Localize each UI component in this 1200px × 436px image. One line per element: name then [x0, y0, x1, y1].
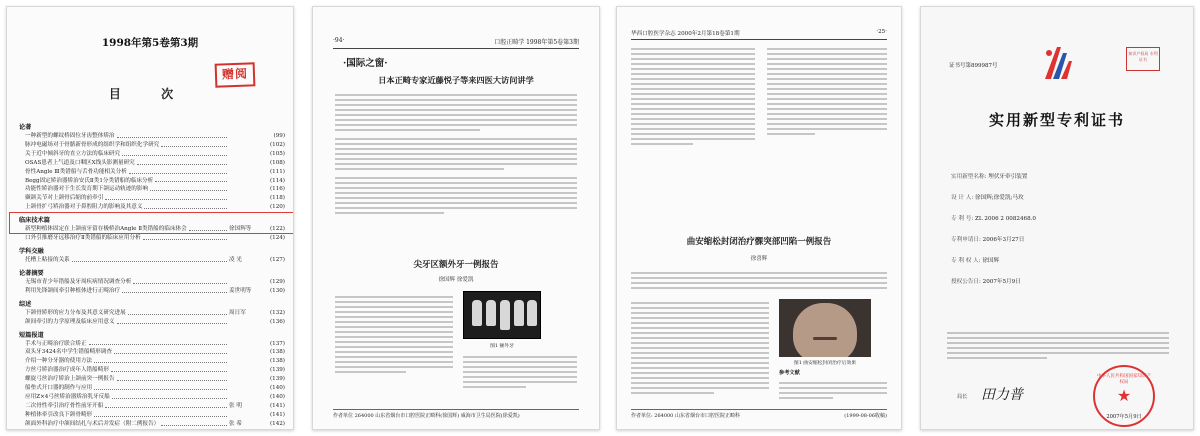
- seal-text: 中华人民共和国国家知识产权局: [1097, 374, 1151, 385]
- certificate-field-label: 实用新型名称:: [951, 174, 987, 180]
- toc-entry-title: 口外引推磨牙远移治疗Ⅱ类错船的临床应用分析: [25, 235, 141, 242]
- toc-leader: [129, 168, 227, 174]
- toc-entry-author: [229, 348, 263, 357]
- toc-issue-title: 1998年第5卷第3期: [101, 37, 199, 49]
- toc-entry-author: [229, 393, 263, 402]
- toc-entry-author: 张 希: [229, 420, 242, 427]
- certificate-field-label: 专利申请日:: [951, 237, 981, 243]
- toc-entry-title: 双头牙3424名中学生错船畸形调查: [25, 349, 112, 356]
- references-left: [631, 45, 755, 148]
- toc-entry: [19, 203, 285, 212]
- page-number: ·94·: [333, 37, 345, 44]
- certificate-field-value: ZL 2006 2 0082468.0: [975, 216, 1036, 222]
- toc-leader: [155, 177, 227, 183]
- toc-entry-author: 徐国辉等: [229, 226, 252, 233]
- toc-entry: [19, 234, 285, 243]
- toc-entry: [19, 132, 285, 141]
- toc-leader: [72, 256, 227, 262]
- toc-entry-title: 手术与正畸治疗联合矫正: [25, 340, 87, 347]
- toc-entry-author: [229, 141, 263, 150]
- case-report-authors: 徐国辉 徐爱凯: [438, 277, 474, 283]
- toc-section-heading: 临床技术篇: [19, 217, 50, 225]
- toc-leader: [105, 194, 227, 200]
- toc-entry-author: [229, 278, 263, 287]
- signature-label: 局长: [957, 394, 968, 400]
- toc-entry-page: (137): [269, 340, 285, 347]
- toc-entry-author: [229, 318, 263, 327]
- toc-entry-title: 一种新型的螺纹桥固位牙齿整体矫治: [25, 133, 115, 139]
- toc-entry-author: 周日军: [229, 309, 246, 316]
- author-affiliation: 作者单位: 264000 山东省烟台市口腔医院正畸科: [631, 413, 740, 419]
- toc-entry-page: (141): [269, 402, 285, 409]
- toc-entry-title: 上颌骨扩弓矫治器对于鼻腔阻力的影响及其意义: [25, 204, 143, 211]
- toc-entry: [19, 256, 285, 265]
- toc-leader: [94, 357, 227, 363]
- toc-leader: [122, 287, 227, 293]
- certificate-number: 证书号第899987号: [949, 63, 998, 69]
- toc-entry-title: 托槽上粘接的关系: [25, 256, 70, 263]
- document-case-report-page: [616, 6, 902, 430]
- toc-entry-title: 介绍一种分牙器的使用方法: [25, 358, 93, 365]
- page-header: [631, 29, 887, 40]
- toc-entry-page: (140): [269, 385, 285, 392]
- toc-entry: [19, 141, 285, 150]
- toc-leader: [117, 318, 227, 324]
- toc-list: [19, 119, 285, 429]
- toc-entry-page: (140): [269, 393, 285, 400]
- certificate-field: [951, 209, 1171, 230]
- toc-entry: [19, 287, 285, 296]
- certificate-title: 实用新型专利证书: [988, 111, 1125, 129]
- certificate-field: [951, 167, 1171, 188]
- toc-entry: [19, 318, 285, 327]
- gift-stamp: 赠阅: [215, 62, 256, 87]
- journal-name: 口腔正畸学 1998年第5卷第3期: [494, 39, 579, 46]
- toc-entry-page: (99): [273, 133, 285, 139]
- toc-entry-title: 方丝弓矫治器治疗成年人错船畸形: [25, 367, 109, 374]
- toc-entry-page: (114): [269, 177, 285, 184]
- toc-entry-author: [229, 234, 263, 243]
- toc-entry-title: 新型种植体固定在上颌前牙留存极桥治Angle Ⅱ类错船的临床体会: [25, 226, 187, 233]
- toc-entry-title: 应用Z×4弓丝矫治器矫治乳牙反船: [25, 393, 110, 400]
- column-title: ·国际之窗·: [343, 58, 388, 69]
- toc-entry-author: [229, 340, 263, 349]
- toc-entry: [19, 185, 285, 194]
- article-body: [335, 91, 577, 217]
- toc-leader: [111, 366, 227, 372]
- toc-entry: [19, 150, 285, 159]
- toc-leader: [161, 420, 227, 426]
- toc-leader: [161, 141, 227, 147]
- toc-leader: [137, 159, 227, 165]
- case-report-body: [335, 293, 453, 376]
- article-body-top: [631, 269, 887, 292]
- toc-entry-page: (118): [269, 195, 285, 202]
- certificate-field: [951, 188, 1171, 209]
- toc-entry-title: 利用先锋颌间牵引种植体进行正畸治疗: [25, 287, 121, 294]
- toc-entry-author: [229, 177, 263, 186]
- certificate-field-label: 专 利 号:: [951, 216, 974, 222]
- toc-leader: [89, 340, 227, 346]
- toc-entry-author: [229, 366, 263, 375]
- case-report-title: 尖牙区额外牙一例报告: [413, 260, 499, 270]
- toc-entry-author: [229, 185, 263, 194]
- toc-leader: [112, 393, 227, 399]
- toc-entry-title: 颌间牵引的力学原理及临床应用意义: [25, 318, 115, 325]
- article-title: 日本正畸专家近藤悦子等来四医大访问讲学: [378, 75, 534, 85]
- patent-office-emblem-icon: [1041, 43, 1075, 83]
- toc-entry-author: [229, 375, 263, 384]
- toc-entry-page: (138): [269, 349, 285, 356]
- toc-section-heading: 综述: [19, 300, 32, 308]
- case-report-body-right: [463, 353, 577, 391]
- certificate-field-value: 埋伏牙牵引装置: [988, 174, 1028, 180]
- highlight-box: [9, 212, 294, 234]
- toc-entry-page: (120): [269, 204, 285, 211]
- seal-star-icon: ★: [1116, 386, 1132, 405]
- toc-leader: [117, 375, 227, 381]
- toc-entry-page: (129): [269, 278, 285, 285]
- toc-leader: [144, 203, 227, 209]
- toc-entry-author: [229, 357, 263, 366]
- document-toc-page: [6, 6, 294, 430]
- toc-entry: [19, 340, 285, 349]
- toc-entry-title: 二次骨性牵引治疗骨性前牙开船: [25, 402, 104, 409]
- toc-entry: [19, 393, 285, 402]
- toc-entry-title: 骨性Angle Ⅲ类错船与舌骨功能相关分析: [25, 168, 127, 175]
- journal-name: 华西口腔医学杂志 2000年2月第18卷第1期: [631, 31, 740, 37]
- toc-leader: [94, 411, 227, 417]
- toc-entry-title: 种植体牵引改良下颌骨畸形: [25, 411, 93, 418]
- toc-entry-title: 颞颌关节对上颌骨后缩的前牵引: [25, 195, 104, 202]
- references-right: [767, 45, 887, 138]
- toc-section-heading: 论著摘要: [19, 269, 44, 277]
- toc-entry-author: 姜世明等: [229, 287, 252, 294]
- toc-entry: [19, 375, 285, 384]
- toc-entry: [19, 402, 285, 411]
- toc-entry-page: (138): [269, 358, 285, 365]
- certificate-field: [951, 272, 1171, 293]
- toc-entry-page: (139): [269, 376, 285, 383]
- toc-entry: [19, 194, 285, 203]
- toc-entry: [19, 420, 285, 429]
- toc-leader: [128, 309, 227, 315]
- certificate-field-value: 2007年5月9日: [982, 279, 1021, 285]
- certificate-field: [951, 251, 1171, 272]
- toc-entry-author: 凌 光: [229, 256, 242, 263]
- received-date: (1999-08-06收稿): [844, 413, 887, 419]
- article-author: 徐喜辉: [750, 256, 768, 262]
- toc-entry-page: (124): [269, 235, 285, 242]
- toc-entry: [19, 159, 285, 168]
- toc-entry: [19, 168, 285, 177]
- toc-entry-page: (141): [269, 411, 285, 418]
- toc-leader: [133, 278, 227, 284]
- toc-entry-page: (127): [269, 256, 285, 263]
- certificate-badge: 知识产权局 专利证书: [1126, 47, 1160, 71]
- article-title: 曲安缩松封闭治疗髁突部凹陷一例报告: [686, 237, 832, 247]
- toc-leader: [94, 384, 227, 390]
- toc-entry-author: [229, 194, 263, 203]
- toc-leader: [114, 348, 227, 354]
- toc-entry-page: (102): [269, 141, 285, 148]
- toc-entry-page: (139): [269, 367, 285, 374]
- toc-entry-page: (142): [269, 420, 285, 427]
- toc-entry-author: [229, 168, 263, 177]
- certificate-field: [951, 230, 1171, 251]
- toc-entry-page: (132): [269, 309, 285, 316]
- patient-face-photo: [779, 299, 871, 357]
- director-signature: 田力普: [981, 387, 1023, 403]
- toc-heading: 目 次: [108, 87, 192, 101]
- toc-entry-title: 无锡市青少年错船及牙周疾病情况调查分析: [25, 278, 132, 285]
- toc-section-heading: 学科交融: [19, 247, 44, 255]
- toc-entry-title: 关于近中倾斜牙的直立方法的临床研究: [25, 150, 121, 157]
- figure-caption: 图1 额外牙: [490, 344, 514, 349]
- toc-entry-title: Begg固定矫治器矫治安氏Ⅱ类1分类错船的临床分析: [25, 177, 154, 184]
- toc-entry-title: 螺旋弓丝治疗矫治上颌前突一例报告: [25, 376, 115, 383]
- toc-entry: [19, 309, 285, 318]
- page-footer: [631, 409, 887, 419]
- toc-entry-page: (111): [269, 168, 285, 175]
- toc-entry-title: 下颌骨矫形的应力分布及其意义研究进展: [25, 309, 126, 316]
- page-footer: 作者单位 264000 山东省烟台市口腔医院正畸科(徐国辉) 威海市卫生局医院(徐爱凯): [333, 409, 579, 419]
- certificate-field-label: 设 计 人:: [951, 195, 974, 201]
- certificate-field-value: 徐国辉;徐爱凯;马玫: [975, 195, 1024, 201]
- toc-entry: [19, 384, 285, 393]
- toc-entry-author: [229, 411, 263, 420]
- toc-entry-author: 张 明: [229, 402, 242, 409]
- toc-entry-title: OSAS患者上气道及口咽区X线头影测量研究: [25, 159, 135, 166]
- toc-entry: [19, 348, 285, 357]
- toc-entry-page: (108): [269, 159, 285, 166]
- certificate-field-value: 徐国辉: [982, 258, 1000, 264]
- toc-leader: [143, 234, 227, 240]
- certificate-body-text: [947, 329, 1169, 362]
- certificate-date: 2007年5月9日: [1106, 414, 1142, 420]
- toc-entry-author: [229, 384, 263, 393]
- certificate-field-label: 授权公告日:: [951, 279, 981, 285]
- toc-entry: [19, 278, 285, 287]
- toc-entry: [19, 357, 285, 366]
- toc-entry: [19, 177, 285, 186]
- toc-entry-title: 脉冲电磁场对于骨骼新骨形成的组织学和组织化学研究: [25, 141, 160, 148]
- toc-entry-page: (105): [269, 150, 285, 157]
- document-patent-certificate: [920, 6, 1194, 430]
- toc-entry-title: 颌面外科治疗中颌间结扎与术后并发症（附二例报告）: [25, 420, 160, 427]
- toc-entry-author: [229, 159, 263, 168]
- figure-caption: 图1 曲安缩松封闭治疗后效果: [793, 361, 857, 366]
- toc-entry-page: (130): [269, 287, 285, 294]
- toc-entry-author: [229, 203, 263, 212]
- toc-entry: [19, 411, 285, 420]
- toc-entry-page: (116): [269, 186, 285, 193]
- toc-leader: [117, 132, 227, 138]
- toc-entry-page: (122): [269, 226, 285, 233]
- toc-section-heading: 论著: [19, 124, 32, 131]
- toc-entry-title: 船垫式开口器的制作与应用: [25, 385, 93, 392]
- toc-entry-author: [229, 150, 263, 159]
- toc-entry-title: 功能性矫治器对于生长发育期下颌运动轨迹的影响: [25, 186, 149, 193]
- document-journal-page: [312, 6, 600, 430]
- references-heading: 参考文献: [779, 370, 800, 376]
- page-header: [333, 37, 579, 49]
- toc-entry: [19, 366, 285, 375]
- toc-leader: [105, 402, 227, 408]
- toc-leader: [122, 150, 227, 156]
- toc-section-heading: 短篇报道: [19, 331, 44, 339]
- page-number: ·25·: [876, 29, 887, 35]
- references-list: [779, 379, 887, 402]
- certificate-field-value: 2006年3月27日: [982, 237, 1025, 243]
- toc-entry-page: (136): [269, 318, 285, 325]
- toc-entry-author: [229, 132, 263, 141]
- certificate-fields: [951, 167, 1171, 293]
- article-body-left: [631, 299, 769, 397]
- toc-leader: [150, 185, 227, 191]
- certificate-field-label: 专 利 权 人:: [951, 258, 981, 264]
- dental-xray-image: [463, 291, 541, 339]
